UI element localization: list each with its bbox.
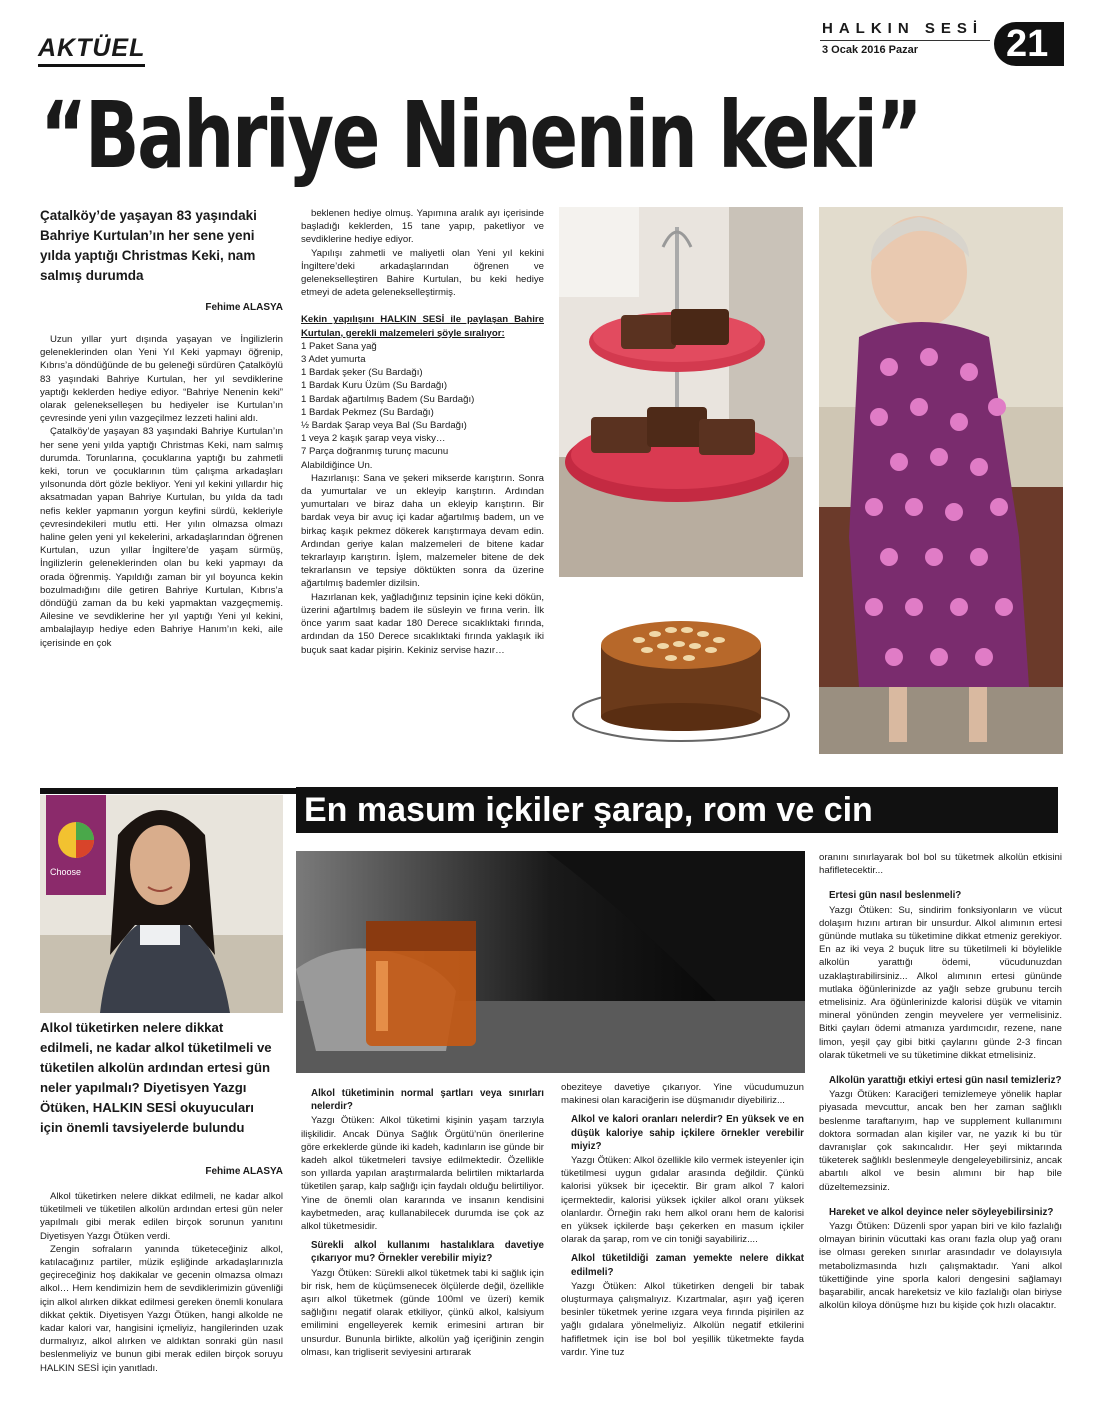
article2-column-4 (819, 851, 1062, 1313)
article2-column-1 (40, 1190, 283, 1375)
article2-byline: Fehime ALASYA (205, 1166, 283, 1177)
ingredient-item: 1 Bardak ağartılmış Badem (Su Bardağı) (301, 393, 475, 405)
dietitian-portrait (40, 795, 283, 1013)
question-heading: Alkol tüketildiği zaman yemekte nelere dikkat edilmeli? (571, 1253, 804, 1278)
ingredient-item: 1 Bardak Pekmez (Su Bardağı) (301, 406, 434, 418)
paragraph: Hazırlanan kek, yağladığınız tepsinin içine keki dökün, üzerini ağartılmış badem ile süsleyin ve fırına verin. İlk önce yarım saat kadar 180 Derece sıcaklıktaki fırında, ardından da 150 Derece sıcaklıktaki fırında yaklaşık iki buçuk saat kadar pişirin. Kekiniz servise hazır… (301, 591, 544, 656)
bahriye-kurtulan-portrait (819, 207, 1063, 754)
answer-paragraph: oranını sınırlayarak bol bol su tüketmek alkolün etkisini hafifletecektir... (819, 852, 1062, 877)
question-heading: Alkol ve kalori oranları nelerdir? En yüksek ve en düşük kaloriye sahip içkilere örnekler verebilir miyiz? (571, 1114, 804, 1152)
question-heading: Hareket ve alkol deyince neler söyleyebilirsiniz? (829, 1206, 1054, 1218)
answer-paragraph: Yazgı Ötüken: Düzenli spor yapan biri ve kilo fazlalığı olmayan birinin vücuttaki kas oranı fazla olup yağ oranı ise olması gereken sınırlar arasındadır ve dolayısıyla metabolizmasında hızlı çalışmaktadır. Yani alkol tükettiğinde yine sporla kalori dengesini sağlamayı başarabilir, ancak hareketsiz ve kilo fazlalığı olan biriyse alkolün kiloya dönüşme hızı bu kişide çok hızlı olacaktır. (819, 1221, 1062, 1312)
paragraph: Yapılışı zahmetli ve maliyetli olan Yeni yıl kekini İngiltere’deki arkadaşlarından öğrenen ve gelenekselleştiren Bahire Kurtulan, bu keki hediye etmeyi de adeta gelenekselleştirmiş. (301, 247, 544, 299)
cake-stand-photo (559, 207, 803, 577)
article2-column-3 (561, 1081, 804, 1359)
answer-paragraph: Yazgı Ötüken: Alkol tüketimi kişinin yaşam tarzıyla ilişkilidir. Ancak Dünya Sağlık Örgütü’nün önerilerine göre erkeklerde günde iki kadeh, kadınların ise günde bir kadeh alkol tüketmeleri tavsiye edilmektedir. Özellikle son yıllarda yapılan araştırmalarda belirtilen miktarlarda tüketilen şarap, kalp sağlığı için faydalı olduğu belirtiliyor. Yine de önemli olan kararında ve insanın kendisini kaybetmeden, araç kullanabilecek durumda ise çok az alkol tüketmesidir. (301, 1115, 544, 1233)
poster-text: Choose (50, 867, 82, 877)
answer-paragraph: Yazgı Ötüken: Karaciğeri temizlemeye yönelik haplar piyasada mevcuttur, ancak ben her zaman sağlıklı beslenme taraftarıyım, hap ve supplement kullanımını doktora sormadan alan kişiler var, ne yazık ki bu tür davranışlar çok sakıncalıdır. Her şeyi miktarında tüketerek sağlıklı beslenmeyle dengeleyebilirsiniz, ancak abartılı alkol ve besin alımını bir hap bile düzeltemezsiniz. (819, 1089, 1062, 1193)
ingredient-item: ½ Bardak Şarap veya Bal (Su Bardağı) (301, 420, 467, 432)
question-heading: Alkol tüketiminin normal şartları veya sınırları nelerdir? (311, 1088, 544, 1113)
ingredient-list (301, 340, 544, 472)
paragraph: beklenen hediye olmuş. Yapımına aralık ayı içerisinde başladığı keklerden, 15 tane yapıp, paketliyor ve sevdiklerine hediye ediyor. (301, 208, 544, 246)
article2-column-2 (301, 1081, 544, 1359)
article1-lead: Çatalköy’de yaşayan 83 yaşındaki Bahriye Kurtulan’ın her sene yeni yılda yaptığı Christmas Keki, nam salmış durumda (40, 208, 257, 283)
question-heading: Sürekli alkol kullanımı hastalıklara davetiye çıkarıyor mu? Örnekler verebilir miyiz? (311, 1240, 544, 1265)
page-number: 21 (994, 22, 1064, 66)
ingredient-item: 7 Parça doğranmış turunç macunu (301, 446, 449, 458)
ingredient-item: 1 Paket Sana yağ (301, 340, 377, 352)
ingredient-item: 3 Adet yumurta (301, 354, 366, 366)
paragraph: Uzun yıllar yurt dışında yaşayan ve İngilizlerin geleneklerinden olan Yeni Yıl Keki yapmayı öğrenip, Kıbrıs’a döndüğünde de bu geleneği sürdüren Çatalköylü 83 yaşındaki Bahriye Kurtulan, her yıl sevdiklerine yaptığı keklerden hediye ediyor. “Bahriye Nenenin keki” olarak gelenekselleşen bu hediyeler ise Kurtulan’ın çevresinde yeni yılın vazgeçilmez lezzeti halini aldı. (40, 334, 283, 425)
answer-paragraph: Yazgı Ötüken: Alkol tüketirken dengeli bir tabak oluşturmaya çalışmalıyız. Kızartmalar, aşırı yağ içeren besinler tüketmek yerine ızgara veya fırında pişirilen az yağlı gıdalara yönelmeliyiz. Alkolün negatif etkilerini hafifletmek için ise bol bol yeşillik tüketmekte fayda vardır. Yine tuz (561, 1280, 804, 1358)
answer-paragraph: Yazgı Ötüken: Su, sindirim fonksiyonların ve vücut dolaşım hızını artıran bir unsurdur. Alkol alımının ertesi gününde mutlaka su tüketimine dikkat etmeniz gerekiyor. En az iki veya 2 buçuk litre su tüketilmeli ki böylelikle alkolün yarattığı ödemi, vücudunuzdan uzaklaştırabilirsiniz... Alkol alımının ertesi gününde mutlaka öğünlerinizde az yağlı sebze grubunu tercih etmelisiniz. Ara öğünlerinizde kalorisi düşük ve vitamin mineral yönünden zengin meyvelere yer vermelisiniz. Bitki çayları ödemi atmanıza yardımcıdır, rezene, nane limon, yeşil çay gibi bitki çaylarını günde 2-3 fincan olarak tüketmeli ve su tüketimine dikkat etmelisiniz. (819, 904, 1062, 1061)
paragraph: Hazırlanışı: Sana ve şekeri mikserde karıştırın. Sonra da yumurtalar ve un ekleyip karıştırın. Ardından yumurtaları ve biraz daha un ekleyip karıştırın. Bir bardak veya bir avuç içi kadar ağartılmış badem, un ve birkaç kaşık pekmez dökerek karıştırmaya devam edin. Ardından geriye kalan malzemeleri de bitene kadar tekrarlayıp karıştırın. İşlem, malzemeler bitene de dek tekrarlansın ve tepsiye döktükten sonra da üzerine ağartılmış bademler dizilsin. (301, 472, 544, 590)
paragraph: Alkol tüketirken nelere dikkat edilmeli, ne kadar alkol tüketilmeli ve tüketilen alkolün ardından ertesi gün neler yapılmalı gibi merak edilen birçok sorunun yanıtını Diyetisyen Yazgı Ötüken verdi. (40, 1191, 283, 1242)
article2-headline: En masum içkiler şarap, rom ve cin (296, 787, 1058, 833)
article1-byline: Fehime ALASYA (205, 302, 283, 313)
ingredient-item: 1 veya 2 kaşık şarap veya visky… (301, 433, 446, 445)
alcohol-glass-photo (296, 851, 805, 1073)
paragraph: Zengin sofraların yanında tüketeceğiniz alkol, katılacağınız partiler, müzik eşliğinde arkadaşlarınızla geçireceğiniz hoş dakikalar ve gecenin olmazsa olmazı alkol… Hem kendimizin hem de sevdiklerimizin güvenliği için alkol alırken dikkat edilmesi gereken önemli konulara dikkat çektik. Diyetisyen Yazgı Ötüken, hangi alkolde ne kadar kalori var, hangisini içmeliyiz, hangilerinden uzak durmalıyız, alkol alırken ve aldıktan sonraki gün nasıl beslenmeliyiz ve bunun gibi merak edilen birçok soruyu HALKIN SESİ için yanıtladı. (40, 1243, 283, 1374)
almond-cake-photo (559, 590, 803, 754)
answer-paragraph: Yazgı Ötüken: Alkol özellikle kilo vermek isteyenler için tüketilmesi uygun gıdalar arasında değildir. Çünkü kalorisi yüksek bir içecektir. Bir gram alkol 7 kalori içermektedir, kalorisi yüksek içkiler alkol oranı yüksek olanlardır. Örneğin rakı hem alkol oranı hem de kalorisi en yüksek içkilerde başı çekerken en masum içkiler olarak da şarap, rom ve cin toniği sayabiliriz.... (561, 1155, 804, 1246)
article1-headline: “Bahriye Ninenin keki” (40, 82, 921, 189)
question-heading: Alkolün yarattığı etkiyi ertesi gün nasıl temizleriz? (829, 1075, 1062, 1087)
section-label: AKTÜEL (38, 34, 145, 67)
question-heading: Ertesi gün nasıl beslenmeli? (829, 890, 962, 902)
ingredient-item: 1 Bardak Kuru Üzüm (Su Bardağı) (301, 380, 448, 392)
article2-lead: Alkol tüketirken nelere dikkat edilmeli, ne kadar alkol tüketilmeli ve tüketilen alkolün ardından ertesi gün neler yapılmalı? Diyetisyen Yazgı Ötüken, HALKIN SESİ okuyucuları için önemli tavsiyelerde bulundu (40, 1020, 272, 1135)
paragraph: Çatalköy’de yaşayan 83 yaşındaki Bahriye Kurtulan’ın her sene yeni yılda yaptığı Christmas Keki, nam salmış durumda. Torunlarına, çocuklarına yaptığı bu zahmetli keki, torun ve çocuklarının tüm çalışma arkadaşları yılsonunda dört gözle bekliyor. Yeni yıl kekini yıllardır hiç aksatmadan yapan Bahriye Kurtulan, bu yılda da tadı nefis kekler yapmanın yorgun keyfini sürdü, kekleriyle çevresindekileri mutlu etti. Her yılın olmazsa olmazı haline gelen yeni yıl kekelerini, arkadaşlarından öğrenen Kurtulan, uzun yıllar İngiltere’de yaşam sürmüş, İngilizlerin geleneklerinden olan bu keki yapmayı da orada öğrenmiş. Yapıldığı zaman bir yıl boyunca kekin bozulmadığını dile getiren Bahriye Kurtulan, Kıbrıs’a döndüğü zaman da bu keki yapmaktan vazgeçmemiş. Ailesine ve sevdiklerine her yıl yaptığı Yeni yıl kekini, ambalajlayıp hediye eden Bahriye Hanım’ın keki, aile içerisinde en çok (40, 426, 283, 649)
ingredient-item: 1 Bardak şeker (Su Bardağı) (301, 367, 423, 379)
ingredient-item: Alabildiğince Un. (301, 459, 373, 471)
issue-date: 3 Ocak 2016 Pazar (822, 44, 919, 56)
article1-column-1 (40, 333, 283, 650)
article1-column-2 (301, 207, 544, 657)
answer-paragraph: Yazgı Ötüken: Sürekli alkol tüketmek tabi ki sağlık için bir risk, hem de küçümsenecek ölçülerde değil, özellikle aşırı alkol tüketmek (günde 100ml ve üzeri) kemik sağlığını negatif olarak etkiliyor, çünkü alkol, kalsiyum emilimini engelleyerek kemik erimesini artıran bir unsurdur. Bununla birlikte, alkolün yağ içeriğinin zengin olması, kan trigliserit seviyesini artırarak (301, 1267, 544, 1358)
masthead-rule (820, 40, 990, 41)
answer-paragraph: obeziteye davetiye çıkarıyor. Yine vücudumuzun makinesi olan karaciğerin ise düşmanıdır diyebiliriz... (561, 1082, 804, 1107)
recipe-title: Kekin yapılışını HALKIN SESİ ile paylaşan Bahire Kurtulan, gerekli malzemeleri şöyle sıralıyor: (301, 314, 544, 339)
newspaper-name: HALKIN SESİ (822, 20, 984, 37)
